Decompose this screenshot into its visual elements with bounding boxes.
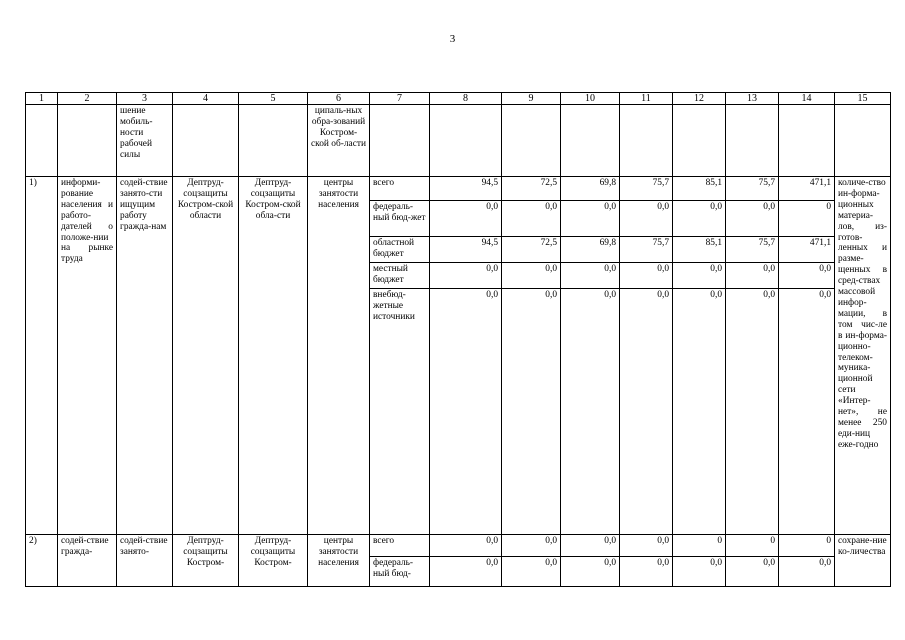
table-cell (726, 105, 779, 177)
column-number: 6 (308, 93, 370, 105)
column-number: 13 (726, 93, 779, 105)
value-cell: 0,0 (779, 263, 835, 289)
indicator: сохране-ние ко-личества (835, 535, 891, 587)
value-cell: 85,1 (673, 177, 726, 201)
funding-source: федераль-ный бюд- (370, 557, 430, 587)
column-number: 3 (117, 93, 173, 105)
value-cell: 75,7 (726, 177, 779, 201)
funding-source: федераль-ный бюд-жет (370, 201, 430, 237)
funding-source: всего (370, 535, 430, 557)
value-cell: 0,0 (502, 535, 561, 557)
table-row (26, 535, 891, 557)
value-cell: 0,0 (502, 289, 561, 535)
column-number-row (26, 93, 891, 105)
value-cell: 85,1 (673, 237, 726, 263)
value-cell: 0,0 (430, 535, 502, 557)
value-cell: 94,5 (430, 177, 502, 201)
value-cell: 0,0 (673, 263, 726, 289)
value-cell: 0,0 (779, 289, 835, 535)
goal-continuation: шение мобиль-ности рабочей силы (117, 105, 173, 177)
event-name: содей-ствие гражда- (58, 535, 117, 587)
value-cell: 0,0 (620, 289, 673, 535)
column-number: 1 (26, 93, 58, 105)
row-number: 2) (26, 535, 58, 587)
value-cell: 0,0 (561, 535, 620, 557)
value-cell: 0,0 (779, 557, 835, 587)
table-cell (239, 105, 308, 177)
value-cell: 0,0 (673, 557, 726, 587)
value-cell: 75,7 (726, 237, 779, 263)
indicator: количе-ство ин-формa-ционных материа-лов, из-готов-ленных и разме-щенных в сред-ствах массовой инфор-мации, в том чис-ле в ин-форма-ционно-телеком-муника-ционной сети «Интер-нет», не менее 250 еди-ниц еже-годно (835, 177, 891, 535)
table-cell (370, 105, 430, 177)
value-cell: 0 (779, 201, 835, 237)
funding-source: внебюд-жетные источники (370, 289, 430, 535)
value-cell: 0,0 (561, 289, 620, 535)
column-number: 8 (430, 93, 502, 105)
value-cell: 72,5 (502, 177, 561, 201)
value-cell: 471,1 (779, 177, 835, 201)
value-cell: 0,0 (561, 201, 620, 237)
value-cell: 0,0 (620, 201, 673, 237)
table-cell (58, 105, 117, 177)
row-number: 1) (26, 177, 58, 535)
table-cell (561, 105, 620, 177)
value-cell: 0,0 (502, 263, 561, 289)
table-cell (779, 105, 835, 177)
table-cell (26, 105, 58, 177)
value-cell: 0,0 (430, 289, 502, 535)
value-cell: 0,0 (430, 201, 502, 237)
table-cell (673, 105, 726, 177)
goal: содей-ствие занято- (117, 535, 173, 587)
funding-source: местный бюджет (370, 263, 430, 289)
column-number: 2 (58, 93, 117, 105)
column-number: 4 (173, 93, 239, 105)
participants-continuation: ципаль-ных обра-зований Костром-ской об-ласти (308, 105, 370, 177)
continuation-row (26, 105, 891, 177)
value-cell: 0,0 (620, 557, 673, 587)
value-cell: 0,0 (561, 263, 620, 289)
customer: Дептруд-соцзащиты Костром-ской области (173, 177, 239, 535)
goal: содей-ствие занято-сти ищущим работу гражда-нам (117, 177, 173, 535)
column-number: 7 (370, 93, 430, 105)
value-cell: 0,0 (726, 263, 779, 289)
value-cell: 94,5 (430, 237, 502, 263)
value-cell: 0,0 (502, 201, 561, 237)
value-cell: 72,5 (502, 237, 561, 263)
value-cell: 69,8 (561, 237, 620, 263)
table-cell (430, 105, 502, 177)
column-number: 10 (561, 93, 620, 105)
event-name: информи-рование населения и работо-дателей о положе-нии на рынке труда (58, 177, 117, 535)
value-cell: 0,0 (430, 557, 502, 587)
customer: Дептруд-соцзащиты Костром- (173, 535, 239, 587)
value-cell: 0,0 (620, 263, 673, 289)
table-cell (502, 105, 561, 177)
value-cell: 0,0 (726, 557, 779, 587)
executor: Дептруд-соцзащиты Костром- (239, 535, 308, 587)
table-cell (620, 105, 673, 177)
program-activities-table (25, 92, 891, 587)
value-cell: 0 (726, 535, 779, 557)
executor: Дептруд-соцзащиты Костром-ской обла-сти (239, 177, 308, 535)
value-cell: 0,0 (561, 557, 620, 587)
value-cell: 0 (779, 535, 835, 557)
value-cell: 0,0 (726, 289, 779, 535)
column-number: 5 (239, 93, 308, 105)
value-cell: 0,0 (502, 557, 561, 587)
funding-source: областной бюджет (370, 237, 430, 263)
value-cell: 0,0 (620, 535, 673, 557)
column-number: 12 (673, 93, 726, 105)
participants: центры занятости населения (308, 535, 370, 587)
value-cell: 0,0 (430, 263, 502, 289)
value-cell: 471,1 (779, 237, 835, 263)
value-cell: 0,0 (673, 289, 726, 535)
table-cell (173, 105, 239, 177)
value-cell: 0,0 (673, 201, 726, 237)
column-number: 15 (835, 93, 891, 105)
column-number: 11 (620, 93, 673, 105)
value-cell: 75,7 (620, 237, 673, 263)
column-number: 14 (779, 93, 835, 105)
value-cell: 0,0 (726, 201, 779, 237)
table-cell (835, 105, 891, 177)
participants: центры занятости населения (308, 177, 370, 535)
table-row (26, 177, 891, 201)
value-cell: 75,7 (620, 177, 673, 201)
page-number: 3 (449, 33, 456, 45)
funding-source: всего (370, 177, 430, 201)
column-number: 9 (502, 93, 561, 105)
value-cell: 0 (673, 535, 726, 557)
value-cell: 69,8 (561, 177, 620, 201)
